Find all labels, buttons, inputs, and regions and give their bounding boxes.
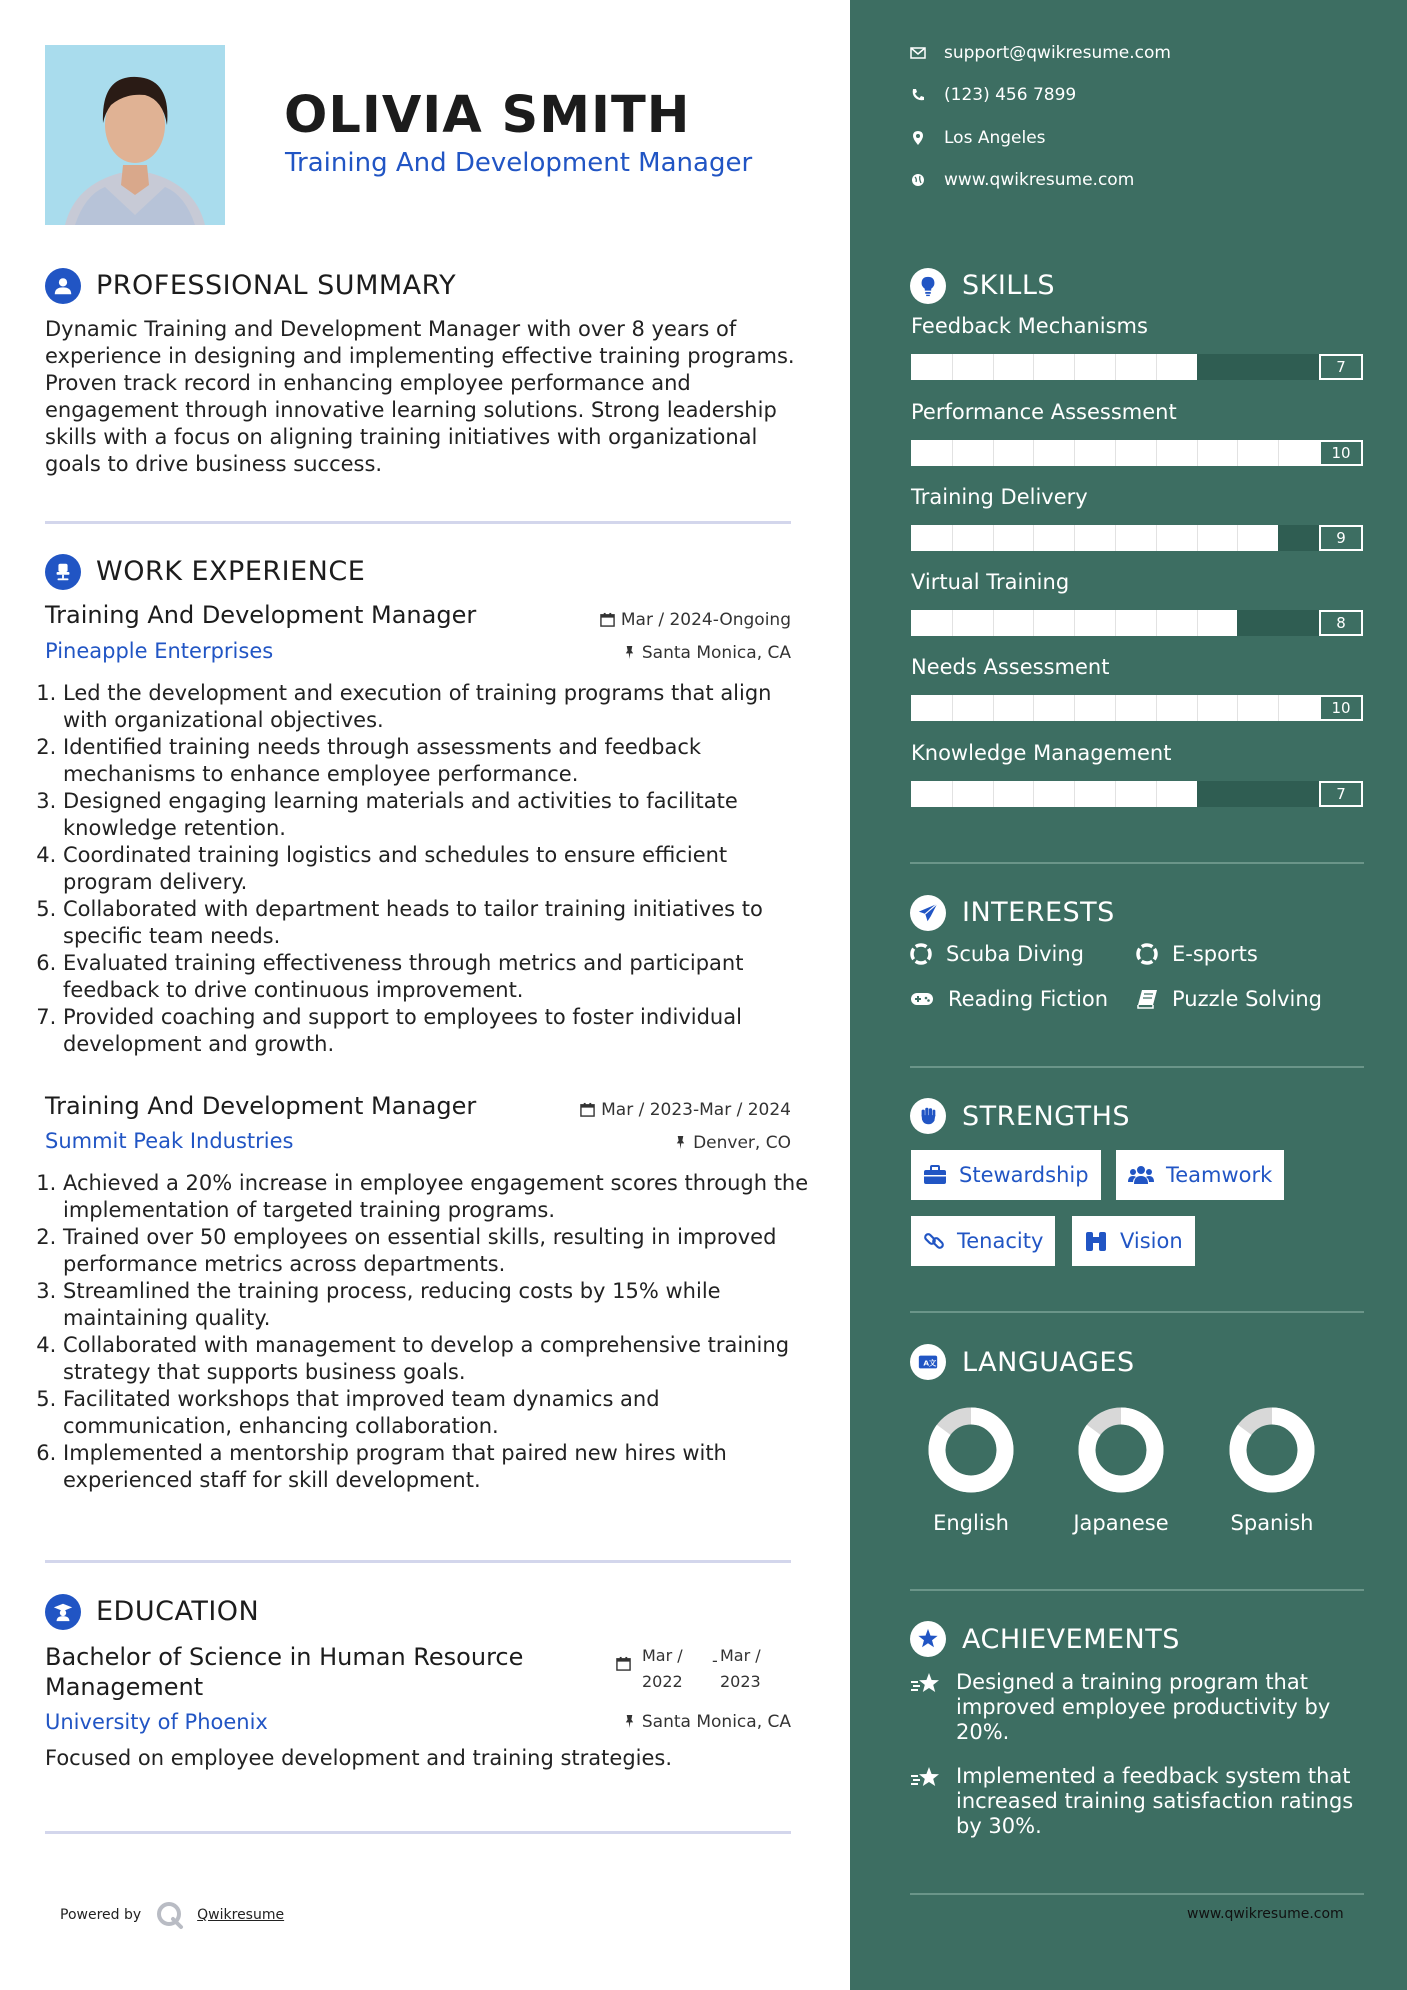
skill-bar bbox=[911, 695, 1363, 721]
languages-heading: LANGUAGES bbox=[962, 1347, 1135, 1378]
users-icon bbox=[1128, 1165, 1154, 1185]
skill-bar-fill bbox=[911, 354, 1197, 380]
skill-level: 10 bbox=[1319, 440, 1363, 466]
contact-email[interactable]: support@qwikresume.com bbox=[910, 43, 1171, 63]
skill-bar-tick bbox=[1033, 610, 1034, 636]
job-dates: Mar / 2024-Ongoing bbox=[600, 610, 791, 630]
skill-bar bbox=[911, 440, 1363, 466]
powered-by: Powered by Qwikresume bbox=[60, 1900, 284, 1930]
pin-icon bbox=[674, 1135, 687, 1150]
summary-line: experience in designing and implementing effective training programs. bbox=[45, 344, 795, 368]
list-item: 3. Streamlined the training process, reducing costs by 15% while maintaining quality. bbox=[63, 1278, 811, 1332]
skill-bar-tick bbox=[1074, 781, 1075, 807]
skill-bar-tick bbox=[1156, 610, 1157, 636]
fist-icon bbox=[910, 1098, 946, 1134]
skill-name: Feedback Mechanisms bbox=[911, 314, 1148, 338]
interests-heading: INTERESTS bbox=[962, 897, 1115, 928]
svg-text:文: 文 bbox=[928, 1358, 937, 1368]
skill-bar-tick bbox=[1115, 525, 1116, 551]
skill-bar-tick bbox=[993, 781, 994, 807]
skill-bar-tick bbox=[1074, 525, 1075, 551]
skill-level: 7 bbox=[1319, 354, 1363, 380]
list-item: 2. Trained over 50 employees on essential skills, resulting in improved performance metrics across departments. bbox=[63, 1224, 811, 1278]
skill-bar-tick bbox=[1115, 440, 1116, 466]
job-location: Santa Monica, CA bbox=[623, 643, 791, 663]
job-dates: Mar / 2023-Mar / 2024 bbox=[580, 1100, 791, 1120]
skill-bar-tick bbox=[1197, 610, 1198, 636]
profile-photo bbox=[45, 45, 225, 225]
job-title: Training And Development Manager bbox=[45, 1092, 477, 1120]
translate-icon bbox=[910, 1344, 946, 1380]
gamepad-icon bbox=[910, 991, 934, 1007]
language-donut bbox=[1077, 1406, 1165, 1494]
contact-phone[interactable]: (123) 456 7899 bbox=[910, 85, 1076, 105]
skill-bar-tick bbox=[1115, 354, 1116, 380]
pin-icon bbox=[623, 1714, 636, 1729]
edu-start-date: Mar / 2022 bbox=[642, 1646, 683, 1691]
divider bbox=[910, 1893, 1364, 1895]
skill-bar-tick bbox=[1197, 695, 1198, 721]
skill-name: Needs Assessment bbox=[911, 655, 1110, 679]
skill-bar-tick bbox=[952, 610, 953, 636]
skill-name: Virtual Training bbox=[911, 570, 1070, 594]
summary-heading: PROFESSIONAL SUMMARY bbox=[96, 270, 457, 301]
skill-bar-tick bbox=[993, 695, 994, 721]
skill-bar-tick bbox=[1237, 525, 1238, 551]
language-label: English bbox=[933, 1511, 1009, 1535]
skill-bar-tick bbox=[1197, 440, 1198, 466]
list-item: 4. Coordinated training logistics and schedules to ensure efficient program delivery. bbox=[63, 842, 811, 896]
skill-bar-tick bbox=[993, 440, 994, 466]
skill-bar-tick bbox=[1156, 695, 1157, 721]
list-item: 7. Provided coaching and support to employees to foster individual development and growth. bbox=[63, 1004, 811, 1058]
skill-bar-tick bbox=[1278, 695, 1279, 721]
star-badge-icon bbox=[910, 1621, 946, 1657]
skill-bar-tick bbox=[1156, 354, 1157, 380]
list-item: 6. Implemented a mentorship program that paired new hires with experienced staff for skill development. bbox=[63, 1440, 811, 1494]
skill-level: 7 bbox=[1319, 781, 1363, 807]
divider bbox=[910, 862, 1364, 864]
company-name[interactable]: Summit Peak Industries bbox=[45, 1129, 294, 1153]
skill-bar-tick bbox=[1237, 440, 1238, 466]
skill-bar-tick bbox=[1197, 525, 1198, 551]
contact-website[interactable]: www.qwikresume.com bbox=[910, 170, 1134, 190]
degree-line: Management bbox=[45, 1673, 204, 1701]
brand-link[interactable]: Qwikresume bbox=[197, 1907, 285, 1923]
skill-bar-tick bbox=[952, 695, 953, 721]
candidate-role: Training And Development Manager bbox=[285, 148, 753, 178]
interest-item: E-sports bbox=[1136, 942, 1258, 966]
binoculars-icon bbox=[1084, 1230, 1108, 1252]
skill-bar-tick bbox=[1033, 781, 1034, 807]
summary-line: Dynamic Training and Development Manager with over 8 years of bbox=[45, 317, 737, 341]
skill-level: 9 bbox=[1319, 525, 1363, 551]
summary-text bbox=[45, 316, 805, 478]
skill-name: Knowledge Management bbox=[911, 741, 1172, 765]
interest-item: Reading Fiction bbox=[910, 987, 1108, 1011]
job-bullets bbox=[45, 680, 811, 1058]
chair-icon bbox=[45, 554, 81, 590]
interest-item: Scuba Diving bbox=[910, 942, 1084, 966]
company-name[interactable]: Pineapple Enterprises bbox=[45, 639, 274, 663]
skill-bar-tick bbox=[952, 525, 953, 551]
skill-bar-tick bbox=[952, 440, 953, 466]
school-name[interactable]: University of Phoenix bbox=[45, 1710, 268, 1734]
skill-bar-tick bbox=[1033, 440, 1034, 466]
skill-bar-tick bbox=[1033, 525, 1034, 551]
strength-chip: Tenacity bbox=[911, 1216, 1055, 1266]
list-item: 1. Led the development and execution of training programs that align with organizational objectives. bbox=[63, 680, 811, 734]
map-marker-icon bbox=[913, 131, 923, 145]
language-label: Spanish bbox=[1230, 1511, 1314, 1535]
calendar-icon bbox=[600, 612, 615, 627]
candidate-name: OLIVIA SMITH bbox=[284, 86, 691, 145]
skill-bar-tick bbox=[1115, 695, 1116, 721]
edu-location: Santa Monica, CA bbox=[623, 1712, 791, 1732]
skill-bar-tick bbox=[1237, 695, 1238, 721]
skill-level: 8 bbox=[1319, 610, 1363, 636]
pin-icon bbox=[623, 645, 636, 660]
paper-plane-icon bbox=[910, 895, 946, 931]
divider bbox=[45, 521, 791, 524]
divider bbox=[910, 1589, 1364, 1591]
qwikresume-logo-icon bbox=[155, 1900, 185, 1930]
skill-bar-tick bbox=[993, 354, 994, 380]
skill-bar-tick bbox=[1074, 610, 1075, 636]
job-location: Denver, CO bbox=[674, 1133, 791, 1153]
skill-bar bbox=[911, 610, 1363, 636]
skill-name: Performance Assessment bbox=[911, 400, 1177, 424]
list-item: 3. Designed engaging learning materials and activities to facilitate knowledge retention. bbox=[63, 788, 811, 842]
job-title: Training And Development Manager bbox=[45, 601, 477, 629]
skill-bar-tick bbox=[1033, 695, 1034, 721]
svg-text:A: A bbox=[923, 1358, 930, 1368]
skill-bar bbox=[911, 525, 1363, 551]
edu-date-separator: - bbox=[712, 1651, 718, 1670]
degree-title bbox=[45, 1642, 523, 1702]
skill-bar-tick bbox=[1033, 354, 1034, 380]
skill-bar-tick bbox=[1115, 610, 1116, 636]
strength-chip: Stewardship bbox=[911, 1150, 1101, 1200]
book-icon bbox=[1136, 989, 1158, 1009]
skill-bar-tick bbox=[993, 525, 994, 551]
lightbulb-icon bbox=[910, 268, 946, 304]
edu-description: Focused on employee development and training strategies. bbox=[45, 1746, 673, 1770]
star-icon bbox=[910, 1766, 942, 1796]
skill-bar-fill bbox=[911, 525, 1278, 551]
language-label: Japanese bbox=[1073, 1511, 1169, 1535]
skill-bar-tick bbox=[952, 781, 953, 807]
education-heading: EDUCATION bbox=[96, 1596, 260, 1627]
divider bbox=[910, 1066, 1364, 1068]
strength-chip: Vision bbox=[1072, 1216, 1195, 1266]
achievements-heading: ACHIEVEMENTS bbox=[962, 1624, 1180, 1655]
skill-bar-tick bbox=[1156, 440, 1157, 466]
divider bbox=[45, 1831, 791, 1834]
strength-chip: Teamwork bbox=[1116, 1150, 1284, 1200]
interest-item: Puzzle Solving bbox=[1136, 987, 1322, 1011]
skill-bar-tick bbox=[1074, 354, 1075, 380]
skill-bar-tick bbox=[1074, 440, 1075, 466]
link-icon bbox=[923, 1230, 945, 1252]
user-icon bbox=[45, 268, 81, 304]
list-item: 2. Identified training needs through assessments and feedback mechanisms to enhance employee performance. bbox=[63, 734, 811, 788]
degree-line: Bachelor of Science in Human Resource bbox=[45, 1643, 524, 1671]
life-ring-icon bbox=[1136, 943, 1158, 965]
job-bullets bbox=[45, 1170, 811, 1494]
achievement-item: Designed a training program that improved employee productivity by 20%. bbox=[956, 1670, 1331, 1744]
skill-bar-tick bbox=[1074, 695, 1075, 721]
globe-icon bbox=[911, 173, 925, 187]
briefcase-icon bbox=[923, 1165, 947, 1185]
list-item: 5. Facilitated workshops that improved team dynamics and communication, enhancing collaboration. bbox=[63, 1386, 811, 1440]
list-item: 1. Achieved a 20% increase in employee engagement scores through the implementation of targeted training programs. bbox=[63, 1170, 811, 1224]
achievement-item: Implemented a feedback system that increased training satisfaction ratings by 30%. bbox=[956, 1764, 1354, 1838]
footer-site-link[interactable]: www.qwikresume.com bbox=[1187, 1906, 1344, 1922]
calendar-icon bbox=[616, 1656, 631, 1675]
life-ring-icon bbox=[910, 943, 932, 965]
skill-bar-tick bbox=[993, 610, 994, 636]
skill-bar-tick bbox=[1156, 525, 1157, 551]
summary-line: goals to drive business success. bbox=[45, 452, 383, 476]
star-icon bbox=[910, 1672, 942, 1702]
skill-bar bbox=[911, 354, 1363, 380]
skill-bar-fill bbox=[911, 781, 1197, 807]
contact-location: Los Angeles bbox=[910, 128, 1046, 148]
skill-bar-tick bbox=[1115, 781, 1116, 807]
list-item: 5. Collaborated with department heads to tailor training initiatives to specific team needs. bbox=[63, 896, 811, 950]
skills-heading: SKILLS bbox=[962, 270, 1056, 301]
calendar-icon bbox=[580, 1102, 595, 1117]
divider bbox=[45, 1560, 791, 1563]
graduate-icon bbox=[45, 1594, 81, 1630]
skill-bar-tick bbox=[1156, 781, 1157, 807]
phone-icon bbox=[911, 88, 925, 102]
summary-line: engagement through innovative learning solutions. Strong leadership bbox=[45, 398, 777, 422]
skill-bar-tick bbox=[952, 354, 953, 380]
strengths-heading: STRENGTHS bbox=[962, 1101, 1131, 1132]
experience-heading: WORK EXPERIENCE bbox=[96, 556, 366, 587]
skill-level: 10 bbox=[1319, 695, 1363, 721]
edu-end-date: Mar / 2023 bbox=[720, 1646, 761, 1691]
skill-bar bbox=[911, 781, 1363, 807]
summary-line: skills with a focus on aligning training initiatives with organizational bbox=[45, 425, 758, 449]
list-item: 4. Collaborated with management to develop a comprehensive training strategy that supports business goals. bbox=[63, 1332, 811, 1386]
list-item: 6. Evaluated training effectiveness through metrics and participant feedback to drive continuous improvement. bbox=[63, 950, 811, 1004]
skill-bar-tick bbox=[1278, 440, 1279, 466]
summary-line: Proven track record in enhancing employee performance and bbox=[45, 371, 691, 395]
divider bbox=[910, 1311, 1364, 1313]
skill-name: Training Delivery bbox=[911, 485, 1088, 509]
language-donut bbox=[1228, 1406, 1316, 1494]
envelope-icon bbox=[910, 47, 926, 59]
language-donut bbox=[927, 1406, 1015, 1494]
